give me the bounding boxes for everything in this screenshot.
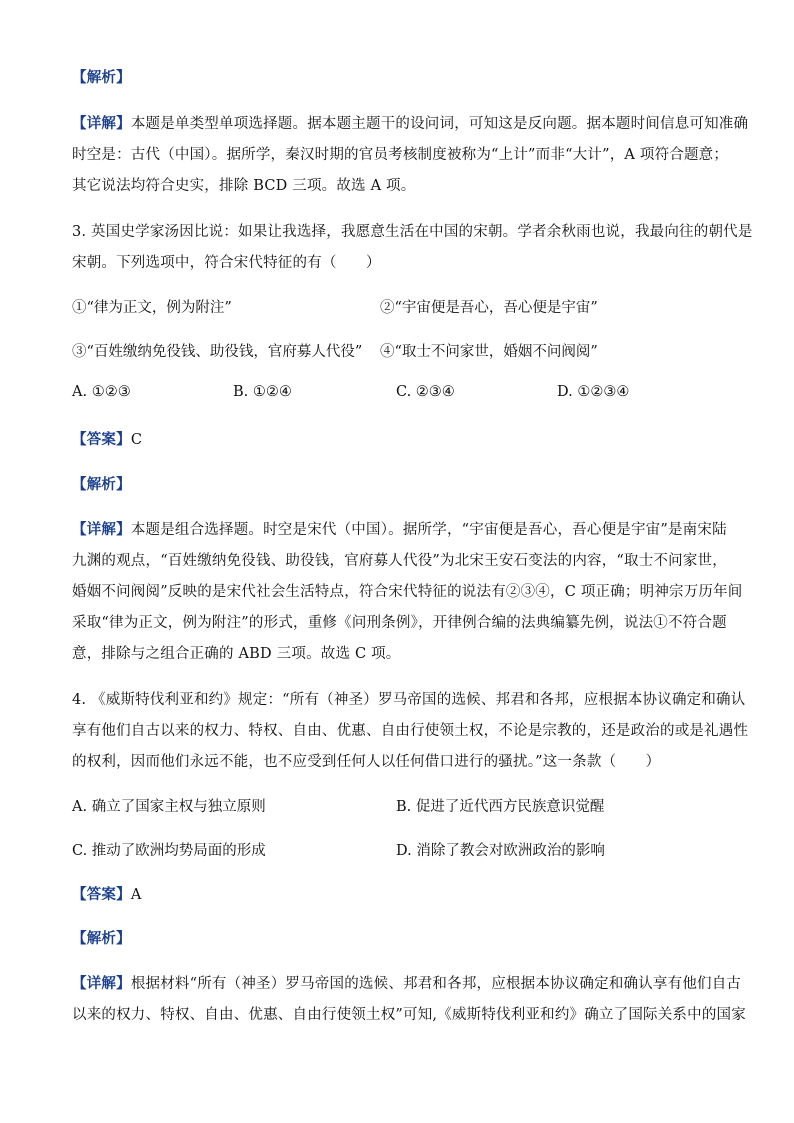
analysis-heading [72, 927, 131, 948]
question-3-choice-a: A. ①②③ [72, 384, 131, 400]
question-3-item-4: ④“取士不问家世，婚姻不问阀阅” [380, 344, 598, 360]
detail-text: 本题是单类型单项选择题。据本题主题干的设问词，可知这是反向题。据本题时间信息可知准确 [130, 116, 749, 132]
question-3-stem: 3. 英国史学家汤因比说：如果让我选择，我愿意生活在中国的宋朝。学者余秋雨也说，我最向往的朝代是 [72, 224, 753, 240]
question-3-choice-c: C. ②③④ [396, 384, 455, 400]
question-4-answer [72, 883, 141, 904]
question-3-choice-b: B. ①②④ [233, 384, 292, 400]
question-3-choice-d: D. ①②③④ [557, 384, 630, 400]
question-3-item-2: ②“宇宙便是吾心，吾心便是宇宙” [380, 300, 598, 316]
analysis-tag: 【解析】 [72, 931, 131, 947]
question-4-choice-d: D. 消除了教会对欧洲政治的影响 [396, 843, 605, 859]
analysis-heading [72, 66, 131, 87]
detail-line [72, 518, 727, 539]
question-3-stem: 宋朝。下列选项中，符合宋代特征的有（ ） [72, 255, 381, 271]
question-4-choice-a: A. 确立了国家主权与独立原则 [72, 799, 266, 815]
detail-line: 以来的权力、特权、自由、优惠、自由行使领土权”可知,《威斯特伐利亚和约》确立了国际关系中的国家 [72, 1007, 746, 1023]
detail-line: 九渊的观点，“百姓缴纳免役钱、助役钱，官府募人代役”为北宋王安石变法的内容，“取士不问家世， [72, 553, 727, 569]
detail-line: 时空是：古代（中国）。据所学，秦汉时期的官员考核制度被称为“上计”而非“大计”，A 项符合题意； [72, 147, 729, 163]
question-4-stem: 的权利，因而他们永远不能，也不应受到任何人以任何借口进行的骚扰。”这一条款（ ） [72, 754, 661, 770]
answer-value: A [130, 887, 142, 903]
analysis-tag: 【解析】 [72, 477, 131, 493]
detail-line: 采取“律为正文，例为附注”的形式，重修《问刑条例》，开律例合编的法典编纂先例，说法①不符合题 [72, 615, 727, 631]
question-4-stem: 4. 《威斯特伐利亚和约》规定：“所有（神圣）罗马帝国的选候、邦君和各邦，应根据本协议确定和确认 [72, 692, 746, 708]
detail-line [72, 972, 741, 993]
answer-tag: 【答案】 [72, 887, 131, 903]
question-4-stem: 享有他们自古以来的权力、特权、自由、优惠、自由行使领土权，不论是宗教的，还是政治的或是礼遇性 [72, 723, 749, 739]
detail-text: 根据材料“所有（神圣）罗马帝国的选候、邦君和各邦，应根据本协议确定和确认享有他们自古 [130, 976, 742, 992]
detail-tag: 【详解】 [72, 116, 131, 132]
answer-value: C [130, 432, 143, 448]
analysis-heading [72, 473, 131, 494]
detail-tag: 【详解】 [72, 522, 131, 538]
detail-line: 其它说法均符合史实，排除 BCD 三项。故选 A 项。 [72, 178, 416, 194]
answer-tag: 【答案】 [72, 432, 131, 448]
detail-tag: 【详解】 [72, 976, 131, 992]
question-3-item-1: ①“律为正文，例为附注” [72, 300, 232, 316]
question-4-choice-c: C. 推动了欧洲均势局面的形成 [72, 843, 266, 859]
detail-text: 本题是组合选择题。时空是宋代（中国）。据所学，“宇宙便是吾心，吾心便是宇宙”是南宋陆 [130, 522, 727, 538]
detail-line: 意，排除与之组合正确的 ABD 三项。故选 C 项。 [72, 646, 401, 662]
analysis-tag: 【解析】 [72, 70, 131, 86]
detail-line: 婚姻不问阀阅”反映的是宋代社会生活特点，符合宋代特征的说法有②③④，C 项正确；明神宗万历年间 [72, 584, 743, 600]
question-3-answer [72, 428, 142, 449]
question-3-item-3: ③“百姓缴纳免役钱、助役钱，官府募人代役” [72, 344, 363, 360]
detail-line [72, 112, 748, 133]
question-4-choice-b: B. 促进了近代西方民族意识觉醒 [396, 799, 605, 815]
